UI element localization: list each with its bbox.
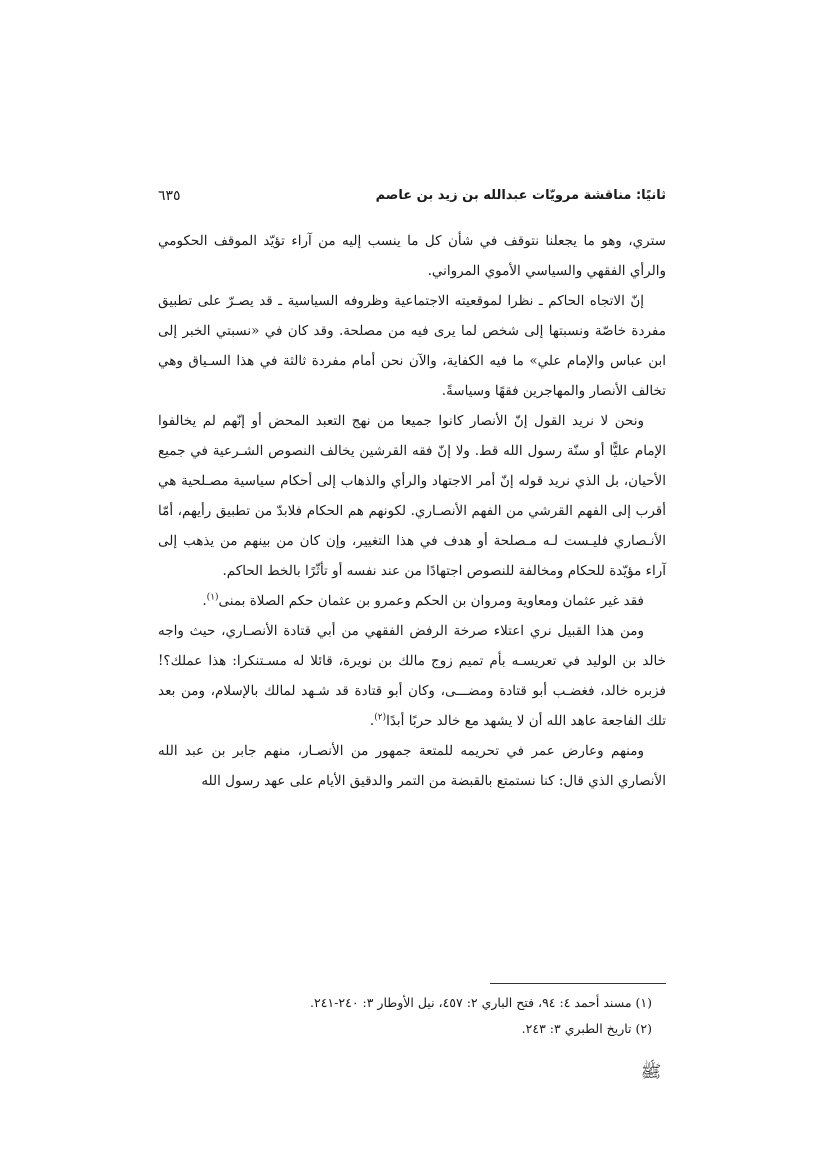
paragraph-text: ومن هذا القبيل نري اعتلاء صرخة الرفض الفقهي من أبي قتادة الأنصـاري، حيث واجه خالد بن الوليد في تعريسـه بأم تميم زوج مالك بن نويرة، قائلا له مسـتنكرا: هذا عملك؟! فزبره خالد، فغضـب أبو قتادة ومضـــى، وكان أبو قتادة قد شـهد لمالك بالإسلام، ومن بعد تلك الفاجعة عاهد الله أن لا يشهد مع خالد حربًا أبدًا (158, 623, 666, 729)
paragraph-tail: . (369, 713, 375, 729)
paragraph-tail: . (202, 593, 207, 609)
page-ornament-icon: ﷺ (640, 1062, 662, 1082)
paragraph-5 (158, 616, 666, 736)
footnote-reference-2[interactable]: (٢) (374, 712, 387, 723)
footnote-reference-1[interactable]: (١) (206, 592, 219, 603)
page-number: ٦٣٥ (158, 188, 181, 204)
paragraph-2 (158, 286, 666, 406)
paragraph-6 (158, 736, 666, 796)
paragraph-text: ستري، وهو ما يجعلنا نتوقف في شأن كل ما ينسب إليه من آراء تؤيّد الموقف الحكومي والرأي الفقهي والسياسي الأموي المرواني. (158, 233, 666, 279)
main-text (158, 226, 666, 796)
paragraph-3 (158, 406, 666, 586)
paragraph-4 (158, 586, 666, 616)
footnote-1: (١) مسند أحمد ٤: ٩٤، فتح الباري ٢: ٤٥٧، نيل الأوطار ٣: ٢٤٠-٢٤١. (310, 995, 652, 1010)
footnote-divider (490, 983, 666, 984)
footnote-2: (٢) تاريخ الطبري ٣: ٢٤٣. (521, 1021, 652, 1036)
running-title: ثانيًا: مناقشة مرويّات عبدالله بن زيد بن عاصم (375, 188, 666, 203)
paragraph-text: إنّ الاتجاه الحاكم ـ نظرا لموقعيته الاجتماعية وظروفه السياسية ـ قد يصـرّ على تطبيق مفردة خاصّة ونسبتها إلى شخص لما يرى فيه من مصلحة. وقد كان في «نسبتي الخبر إلى ابن عباس والإمام علي» ما فيه الكفاية، والآن نحن أمام مفردة ثالثة في هذا السـياق وهي تخالف الأنصار والمهاجرين فقهًا وسياسةً. (158, 293, 666, 399)
paragraph-text: فقد غير عثمان ومعاوية ومروان بن الحكم وعمرو بن عثمان حكم الصلاة بمنى (218, 593, 644, 609)
footnotes (158, 990, 666, 1042)
paragraph-text: ومنهم وعارض عمر في تحريمه للمتعة جمهور من الأنصـار، منهم جابر بن عبد الله الأنصاري الذي قال: كنا نستمتع بالقبضة من التمر والدقيق الأيام على عهد رسول الله (158, 743, 666, 789)
paragraph-1 (158, 226, 666, 286)
paragraph-text: ونحن لا نريد القول إنّ الأنصار كانوا جميعا من نهج التعبد المحض أو إنّهم لم يخالفوا الإمام عليًّا أو سنّة رسول الله قط. ولا إنّ فقه القرشين يخالف النصوص الشـرعية في جميع الأحيان، بل الذي نريد قوله إنّ أمر الاجتهاد والرأي والذهاب إلى أحكام سياسية مصـلحية هي أقرب إلى الفهم القرشي من الفهم الأنصـاري. لكونهم هم الحكام فلابدّ من تطبيق رأيهم، أمّا الأنـصاري فليـست لـه مـصلحة أو هدف في هذا التغيير، وإن كان من بينهم من يذهب إلى آراء مؤيّدة للحكام ومخالفة للنصوص اجتهادًا من عند نفسه أو تأثّرًا بالخط الحاكم. (158, 413, 666, 579)
page-header (158, 183, 666, 209)
